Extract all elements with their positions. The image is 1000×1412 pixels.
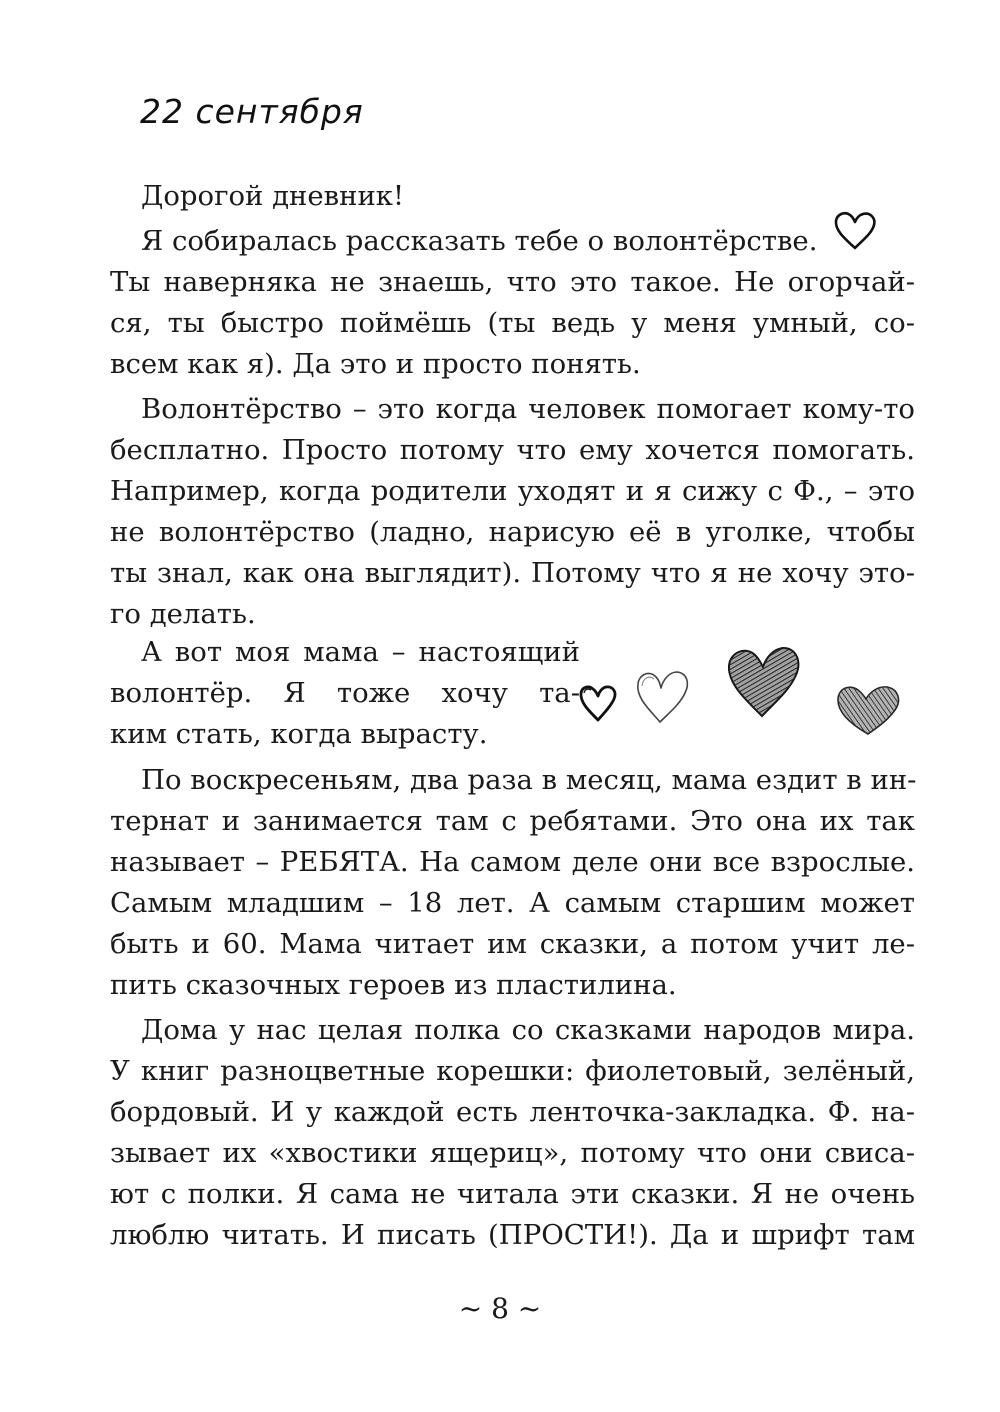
page-number: ~ 8 ~ xyxy=(458,1292,542,1325)
text-line: ют с полки. Я сама не читала эти сказки. Я не очень xyxy=(110,1178,915,1210)
heart-outline-icon xyxy=(832,208,878,254)
text-block-bottom xyxy=(110,760,915,1256)
text-line: всем как я). Да это и просто понять. xyxy=(110,348,641,380)
text-line: волонтёр. Я тоже хочу та- xyxy=(110,677,580,709)
text-line: быть и 60. Мама читает им сказки, а потом учит ле- xyxy=(110,928,915,960)
text-line: не волонтёрство (ладно, нарисую её в уголке, чтобы xyxy=(110,516,915,548)
salutation: Дорогой дневник! xyxy=(141,180,405,212)
text-line: пить сказочных героев из пластилина. xyxy=(110,969,677,1001)
heart-small-outline-icon xyxy=(576,680,620,724)
text-line: бордовый. И у каждой есть ленточка-закладка. Ф. на- xyxy=(110,1096,915,1128)
text-line: называет – РЕБЯТА. На самом деле они все взрослые. xyxy=(110,846,915,878)
text-line: А вот моя мама – настоящий xyxy=(141,636,580,668)
text-line: Волонтёрство – это когда человек помогает кому-то xyxy=(141,393,915,425)
text-line: Я собиралась рассказать тебе о волонтёрстве. xyxy=(141,225,818,257)
text-line: люблю читать. И писать (ПРОСТИ!). Да и шрифт там xyxy=(110,1219,915,1251)
text-block-narrow xyxy=(110,632,580,755)
text-line: Самым младшим – 18 лет. А самым старшим может xyxy=(110,887,915,919)
text-block-top xyxy=(110,176,915,635)
text-line: Например, когда родители уходят и я сижу с Ф., – это xyxy=(110,475,915,507)
text-line: ты знал, как она выглядит). Потому что я не хочу это- xyxy=(110,557,915,589)
date-heading: 22 сентября xyxy=(140,92,364,131)
text-line: Дома у нас целая полка со сказками народов мира. xyxy=(141,1014,915,1046)
heart-light-outline-icon xyxy=(632,664,692,728)
text-line: У книг разноцветные корешки: фиолетовый, зелёный, xyxy=(110,1055,915,1087)
text-line: бесплатно. Просто потому что ему хочется помогать. xyxy=(110,434,915,466)
text-line: тернат и занимается там с ребятами. Это она их так xyxy=(110,805,915,837)
heart-shaded-large-icon xyxy=(724,640,804,720)
heart-shaded-small-icon xyxy=(832,672,904,740)
text-line: ким стать, когда вырасту. xyxy=(110,718,488,750)
text-line: По воскресеньям, два раза в месяц, мама ездит в ин- xyxy=(141,764,917,796)
text-line: го делать. xyxy=(110,598,256,630)
text-line: Ты наверняка не знаешь, что это такое. Не огорчай- xyxy=(110,266,915,298)
text-line: ся, ты быстро поймёшь (ты ведь у меня умный, со- xyxy=(110,307,915,339)
text-line: зывает их «хвостики ящериц», потому что они свиса- xyxy=(110,1137,915,1169)
